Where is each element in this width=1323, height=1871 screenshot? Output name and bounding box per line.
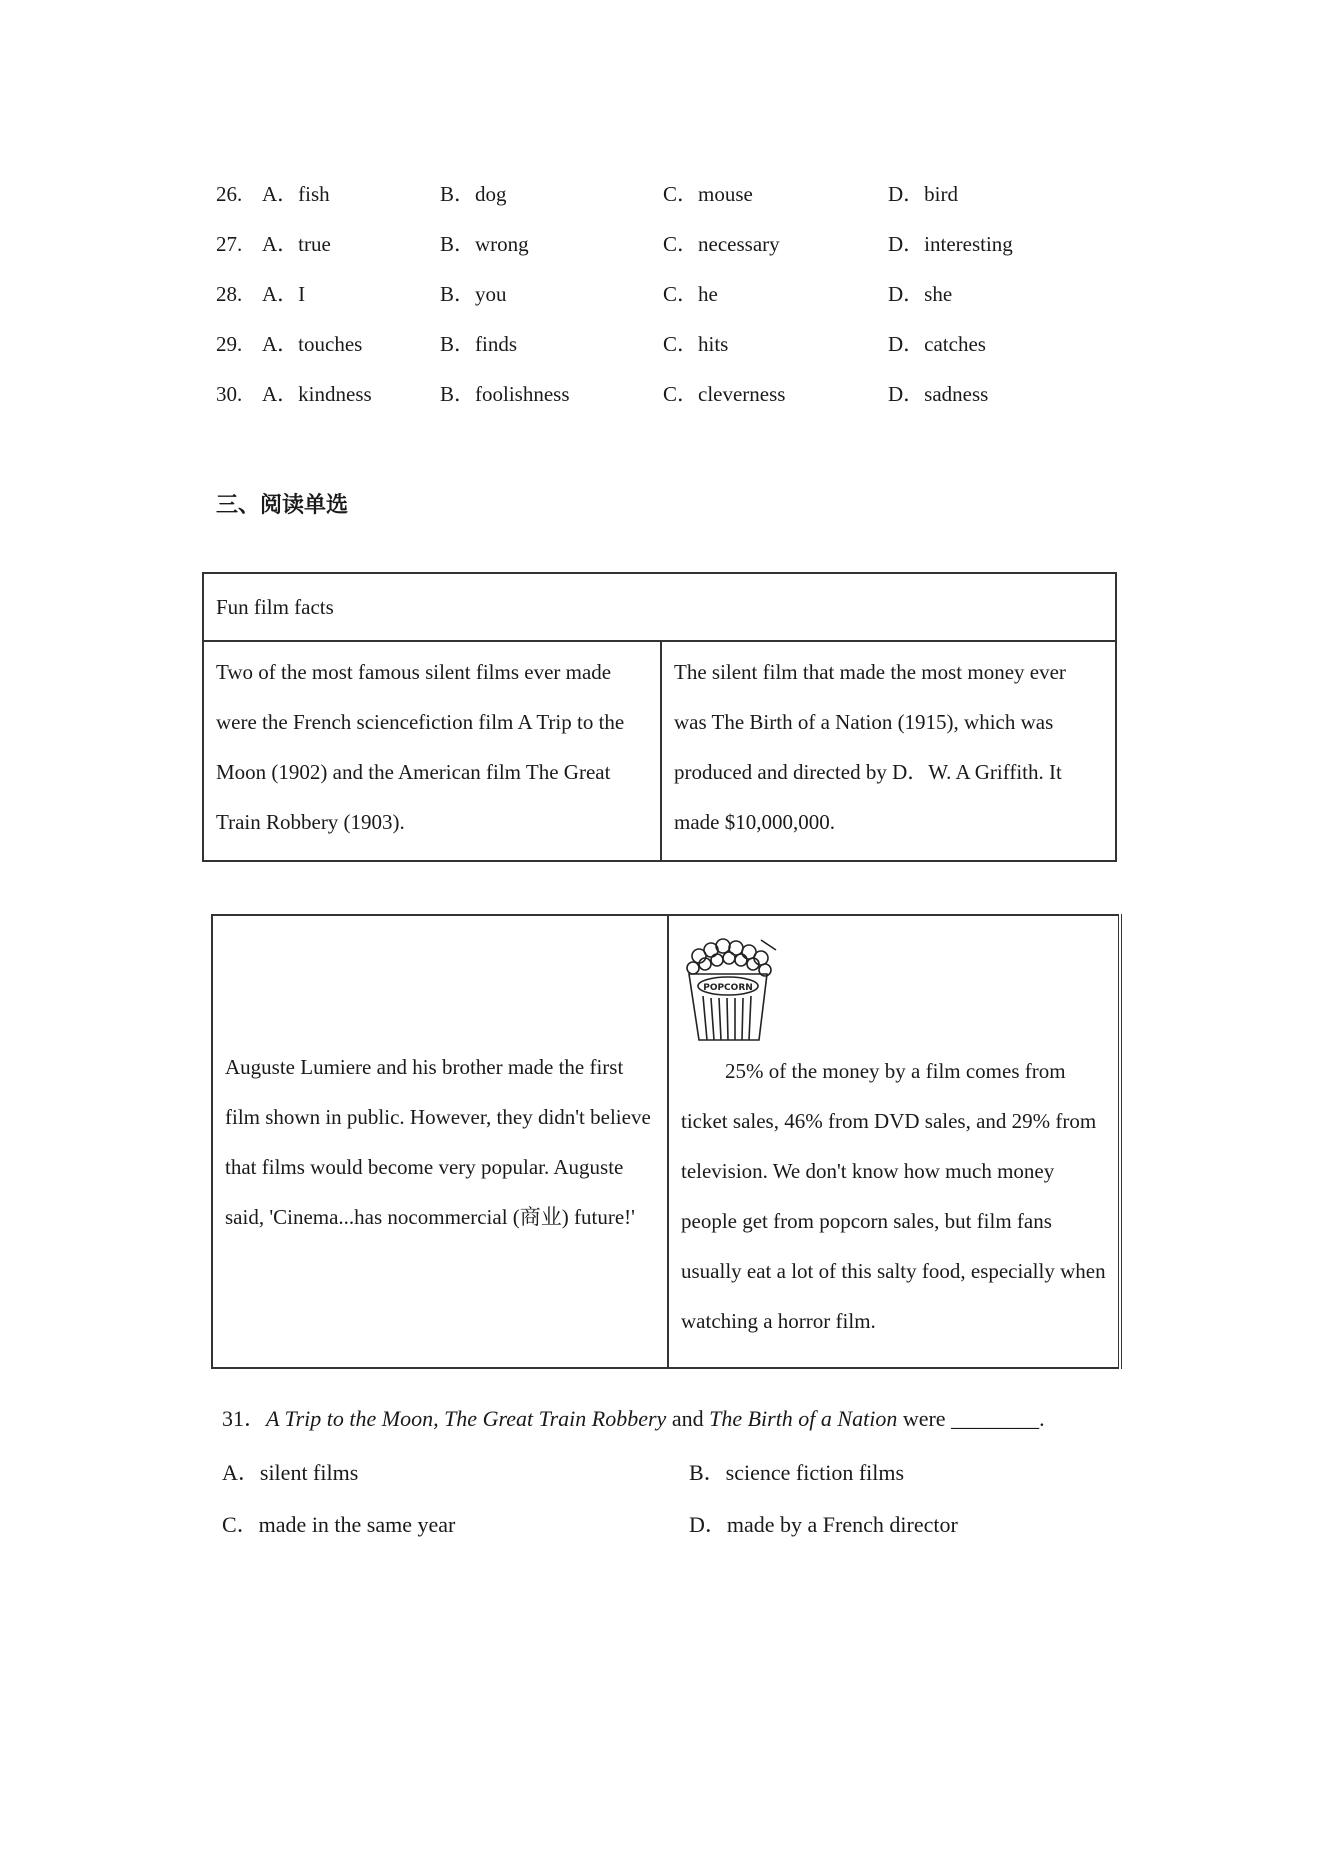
question-number: 27. [216, 232, 243, 256]
table-title: Fun film facts [216, 594, 334, 619]
fact-film-money: 25% of the money by a film comes from ticket sales, 46% from DVD sales, and 29% from television. We don't know how much money people get from popcorn sales, but film fans usually eat a lot of this salty food, especially when watching a horror film. [681, 1059, 1106, 1333]
film-facts-table-2 [211, 914, 1122, 1369]
popcorn-image [681, 936, 1106, 1046]
table-cell-left [203, 641, 661, 861]
section-heading: 三、阅读单选 [216, 493, 349, 518]
question-31-option-d[interactable]: D．made by a French director [689, 1512, 958, 1537]
question-number: 31． [222, 1406, 267, 1431]
fact-birth-of-a-nation: The silent film that made the most money ever was The Birth of a Nation (1915), which was produced and directed by D．W. A Griffith. It made $10,000,000. [674, 660, 1066, 834]
film-title-birth: The Birth of a Nation [709, 1406, 898, 1431]
table-cell-right [668, 915, 1120, 1368]
option-c[interactable]: C．cleverness [663, 382, 786, 406]
fact-silent-films: Two of the most famous silent films ever made were the French sciencefiction film A Trip to the Moon (1902) and the American film The Great Train Robbery (1903). [216, 660, 625, 834]
option-a[interactable]: A．I [262, 282, 306, 306]
option-a[interactable]: A．true [262, 232, 331, 256]
option-c[interactable]: C．he [663, 282, 718, 306]
option-c[interactable]: C．hits [663, 332, 729, 356]
table-header-cell [203, 573, 1116, 641]
question-number: 29. [216, 332, 243, 356]
question-number: 28. [216, 282, 243, 306]
question-31-option-a[interactable]: A．silent films [222, 1460, 359, 1485]
option-c[interactable]: C．necessary [663, 232, 780, 256]
table-cell-right [661, 641, 1116, 861]
question-31-stem [222, 1404, 1045, 1434]
option-b[interactable]: B．foolishness [440, 382, 570, 406]
option-b[interactable]: B．wrong [440, 232, 529, 256]
conjunction: and [666, 1406, 710, 1431]
option-a[interactable]: A．kindness [262, 382, 372, 406]
option-b[interactable]: B．finds [440, 332, 518, 356]
option-d[interactable]: D．she [888, 282, 953, 306]
option-b[interactable]: B．you [440, 282, 507, 306]
table-cell-left [212, 915, 668, 1368]
question-tail: were ________. [897, 1406, 1045, 1431]
film-titles: A Trip to the Moon, The Great Train Robbery [266, 1406, 667, 1431]
question-31-option-c[interactable]: C．made in the same year [222, 1512, 456, 1537]
option-d[interactable]: D．catches [888, 332, 986, 356]
option-d[interactable]: D．interesting [888, 232, 1013, 256]
fact-lumiere: Auguste Lumiere and his brother made the first film shown in public. However, they didn't believe that films would become very popular. Auguste said, 'Cinema...has nocommercial (商业) future!' [225, 1054, 651, 1229]
option-d[interactable]: D．sadness [888, 382, 989, 406]
option-d[interactable]: D．bird [888, 182, 958, 206]
option-a[interactable]: A．touches [262, 332, 363, 356]
question-number: 26. [216, 182, 243, 206]
option-b[interactable]: B．dog [440, 182, 507, 206]
option-c[interactable]: C．mouse [663, 182, 753, 206]
fun-film-facts-table [202, 572, 1117, 862]
question-31-option-b[interactable]: B．science fiction films [689, 1460, 905, 1485]
question-number: 30. [216, 382, 243, 406]
option-a[interactable]: A．fish [262, 182, 330, 206]
popcorn-label: POPCORN [703, 983, 753, 993]
